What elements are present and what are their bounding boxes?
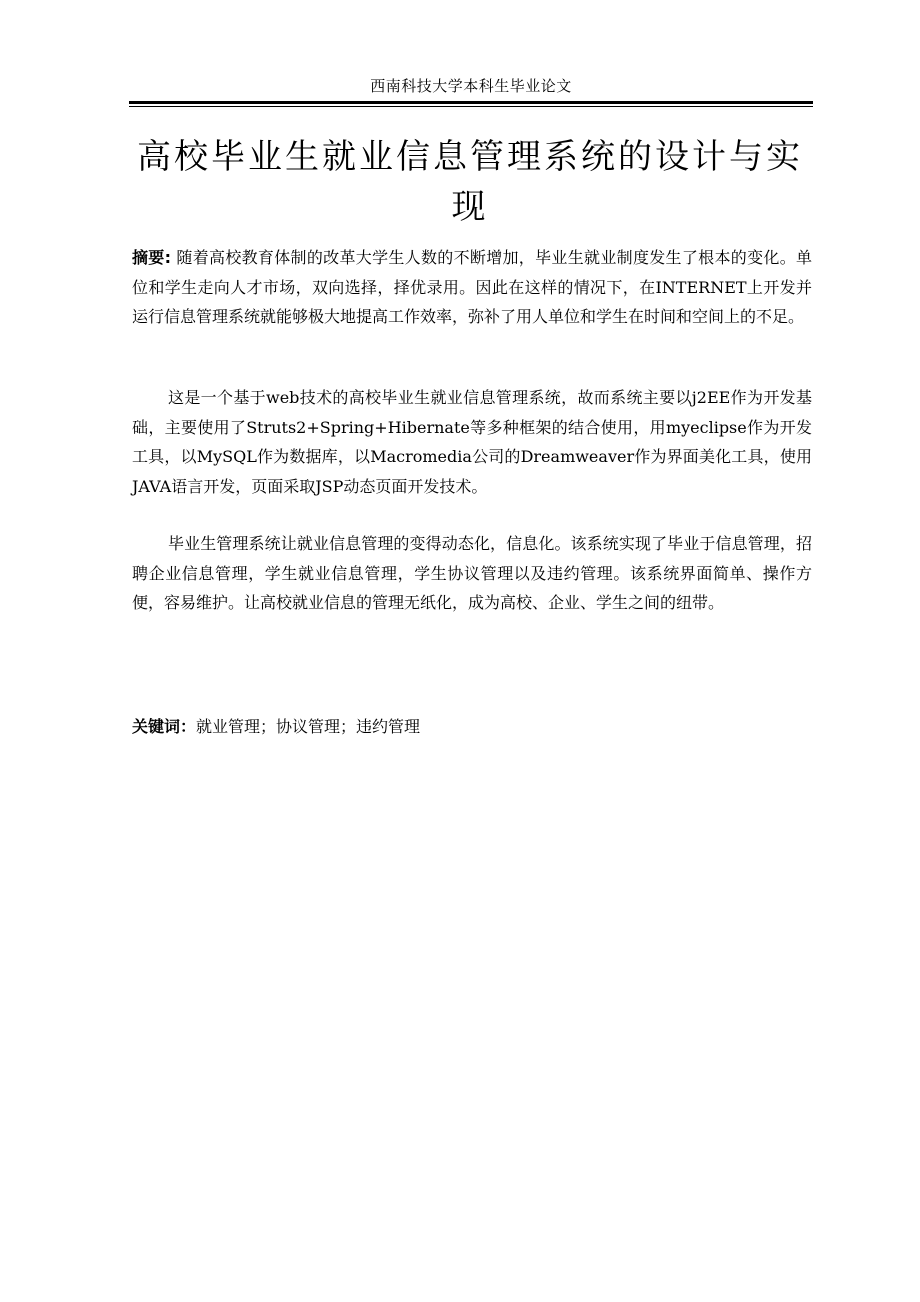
paper-title: 高校毕业生就业信息管理系统的设计与实现 — [137, 137, 803, 227]
abstract-paragraph — [132, 243, 812, 332]
abstract-label: 摘要: — [132, 248, 172, 267]
running-header: 西南科技大学本科生毕业论文 — [370, 77, 572, 95]
keywords-label: 关键词： — [132, 717, 197, 736]
keywords-line — [132, 712, 812, 742]
header-rule-thick — [129, 101, 813, 104]
header-rule-thin — [129, 106, 813, 107]
body-paragraph-2: 毕业生管理系统让就业信息管理的变得动态化，信息化。该系统实现了毕业于信息管理，招聘企业信息管理，学生就业信息管理，学生协议管理以及违约管理。该系统界面简单、操作方便，容易维护。让高校就业信息的管理无纸化，成为高校、企业、学生之间的纽带。 — [132, 534, 812, 612]
abstract-text: 随着高校教育体制的改革大学生人数的不断增加，毕业生就业制度发生了根本的变化。单位和学生走向人才市场，双向选择，择优录用。因此在这样的情况下，在INTERNET上开发并运行信息管理系统就能够极大地提高工作效率，弥补了用人单位和学生在时间和空间上的不足。 — [132, 248, 812, 326]
keywords-text: 就业管理；协议管理；违约管理 — [196, 717, 421, 736]
body-paragraph-1: 这是一个基于web技术的高校毕业生就业信息管理系统，故而系统主要以j2EE作为开发基础，主要使用了Struts2+Spring+Hibernate等多种框架的结合使用，用myeclipse作为开发工具，以MySQL作为数据库，以Macromedia公司的Dreamweaver作为界面美化工具，使用JAVA语言开发，页面采取JSP动态页面开发技术。 — [132, 388, 812, 496]
